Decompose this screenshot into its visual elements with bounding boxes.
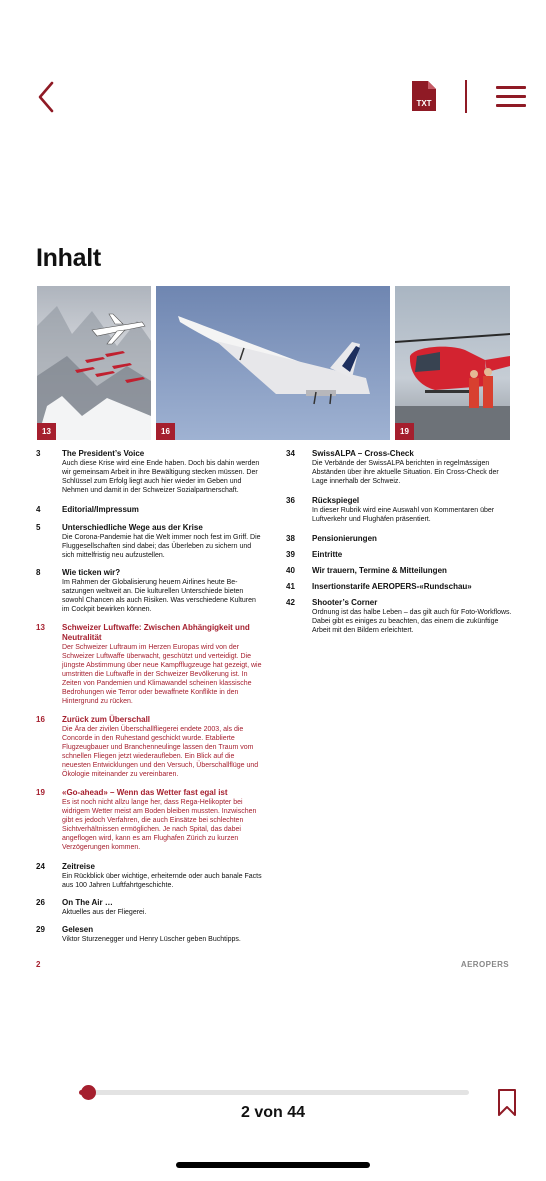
toc-page-number: 24 bbox=[36, 862, 45, 871]
home-indicator[interactable] bbox=[176, 1162, 370, 1168]
toc-entry[interactable] bbox=[36, 715, 264, 779]
toc-page-number: 41 bbox=[286, 582, 295, 591]
toc-entry[interactable] bbox=[286, 598, 512, 635]
txt-document-icon bbox=[411, 80, 437, 112]
toc-entry-description: Im Rahmen der Globalisierung heuern Airlines heute Besatzungen weltweit an. Die kulturellen Unterschiede bieten sowohl Chancen als auch Risiken. Was verschiedene Kulturen im Cockpit bewirken können. bbox=[62, 579, 256, 613]
toc-entry-title: Insertionstarife AEROPERS-«Rundschau» bbox=[312, 582, 472, 591]
toc-entry[interactable] bbox=[36, 788, 264, 852]
aircraft-formation-photo bbox=[37, 286, 151, 440]
toc-entry-description: Die Corona-Pandemie hat die Welt immer noch fest im Griff. Die Fluggesellschaften sind dabei; das Überleben zu sichern und sich mittelfristig neu aufzustellen. bbox=[62, 534, 261, 559]
page-badge: 19 bbox=[395, 423, 414, 440]
toc-entry[interactable] bbox=[286, 582, 512, 592]
toc-entry-title: «Go-ahead» – Wenn das Wetter fast egal ist bbox=[62, 788, 228, 797]
photo-swiss-air-force[interactable] bbox=[37, 286, 151, 440]
toc-entry-title: Shooter’s Corner bbox=[312, 598, 378, 607]
toc-page-number: 5 bbox=[36, 523, 41, 532]
toc-entry[interactable] bbox=[286, 496, 512, 524]
toc-entry-description: Die Verbände der SwissALPA berichten in regelmässigen Abständen über ihre aktuelle Situation. Ein Cross-Check der Lage innerhalb der Schweiz. bbox=[312, 460, 499, 485]
toc-entry-description: Der Schweizer Luftraum im Herzen Europas wird von der Schweizer Luftwaffe überwacht, geschützt und verteidigt. Die jüngste Abstimmung über neue Kampfflugzeuge hat gezeigt, wie umstritten die Luftwaffe in der Schweizer Bevölkerung ist. In Zeiten von Pandemien und Klimawandel scheinen klassische Bedrohungen wie Terror oder bewaffnete Konflikte in den Hintergrund zu rücken. bbox=[62, 644, 262, 705]
bookmark-icon bbox=[497, 1088, 517, 1117]
toc-entry[interactable] bbox=[286, 566, 512, 576]
toc-entry-title: Wir trauern, Termine & Mitteilungen bbox=[312, 566, 447, 575]
toc-entry[interactable] bbox=[36, 898, 264, 917]
toc-entry-title: Editorial/Impressum bbox=[62, 505, 139, 514]
toc-left-column bbox=[36, 449, 264, 944]
toolbar-divider bbox=[465, 80, 467, 113]
page-indicator: 2 von 44 bbox=[240, 1104, 306, 1121]
toc-entry[interactable] bbox=[286, 449, 512, 486]
toc-entry-description: In dieser Rubrik wird eine Auswahl von Kommentaren über Luftverkehr und Flughäfen präsentiert. bbox=[312, 507, 495, 523]
toc-entry-description: Ordnung ist das halbe Leben – das gilt auch für Foto-Workflows. Dabei gibt es einiges zu beachten, das einem die zukünftige Arbeit mit den Bildern erleichtert. bbox=[312, 609, 512, 634]
toc-page-number: 16 bbox=[36, 715, 45, 724]
toc-entry-title: The President’s Voice bbox=[62, 449, 145, 458]
toc-entry-description: Es ist noch nicht allzu lange her, dass Rega-Helikopter bei widrigem Wetter meist am Boden bleiben mussten. Inzwischen gibt es jedoch Verfahren, die auch Einsätze bei schlechten Sichtverhältnissen ermöglichen. Je nach Spital, das dabei angeflogen wird, kann es am Flughafen Zürich zu kurzen Verzögerungen kommen. bbox=[62, 799, 257, 851]
toc-page-number: 3 bbox=[36, 449, 41, 458]
toc-entry-title: On The Air … bbox=[62, 898, 113, 907]
photo-rega-helicopter[interactable] bbox=[395, 286, 510, 440]
toc-entry[interactable] bbox=[36, 862, 264, 890]
helicopter-photo bbox=[395, 286, 510, 440]
toc-page-number: 13 bbox=[36, 623, 45, 632]
menu-button[interactable] bbox=[496, 86, 526, 108]
toc-entry-title: Schweizer Luftwaffe: Zwischen Abhängigkeit und Neutralität bbox=[62, 623, 250, 642]
toc-entry[interactable] bbox=[36, 523, 264, 560]
concorde-photo bbox=[156, 286, 390, 440]
toc-page-number: 4 bbox=[36, 505, 41, 514]
toc-page-number: 29 bbox=[36, 925, 45, 934]
page-number: 2 bbox=[36, 960, 41, 969]
bookmark-button[interactable] bbox=[497, 1088, 517, 1117]
toc-entry[interactable] bbox=[36, 449, 264, 495]
page-badge: 13 bbox=[37, 423, 56, 440]
photo-concorde[interactable] bbox=[156, 286, 390, 440]
toc-entry-description: Auch diese Krise wird eine Ende haben. Doch bis dahin werden wir gemeinsam Arbeit in ihre Bewältigung stecken müssen. Der Schlüssel zum Erfolg liegt auch hier wieder im Geben und Nehmen und damit in der Schweizer Sozialpartnerschaft. bbox=[62, 460, 260, 494]
toc-page-number: 40 bbox=[286, 566, 295, 575]
toc-entry-title: Gelesen bbox=[62, 925, 94, 934]
toc-entry[interactable] bbox=[286, 534, 512, 544]
toc-entry-title: Eintritte bbox=[312, 550, 343, 559]
toc-entry-title: SwissALPA – Cross-Check bbox=[312, 449, 414, 458]
toc-entry[interactable] bbox=[36, 623, 264, 706]
txt-view-button[interactable] bbox=[411, 80, 437, 112]
toc-page-number: 39 bbox=[286, 550, 295, 559]
toc-entry-title: Rückspiegel bbox=[312, 496, 360, 505]
txt-icon-label: TXT bbox=[416, 99, 432, 108]
page-title: Inhalt bbox=[36, 244, 101, 272]
toc-entry-title: Pensionierungen bbox=[312, 534, 377, 543]
toc-entry[interactable] bbox=[36, 568, 264, 614]
toc-page-number: 34 bbox=[286, 449, 295, 458]
toc-right-column bbox=[286, 449, 512, 635]
toc-entry-title: Unterschiedliche Wege aus der Krise bbox=[62, 523, 203, 532]
page-badge: 16 bbox=[156, 423, 175, 440]
toc-entry[interactable] bbox=[36, 925, 264, 944]
toc-entry[interactable] bbox=[36, 505, 264, 515]
toc-page-number: 8 bbox=[36, 568, 41, 577]
toc-page-number: 26 bbox=[36, 898, 45, 907]
toc-entry-description: Ein Rückblick über wichtige, erheiternde oder auch banale Facts aus 100 Jahren Luftfahrtgeschichte. bbox=[62, 873, 262, 889]
toc-entry-title: Zurück zum Überschall bbox=[62, 715, 151, 724]
toc-page-number: 42 bbox=[286, 598, 295, 607]
toc-entry-description: Aktuelles aus der Fliegerei. bbox=[62, 909, 147, 916]
toc-page-number: 19 bbox=[36, 788, 45, 797]
chevron-left-icon bbox=[34, 80, 60, 114]
back-button[interactable] bbox=[34, 80, 60, 114]
toc-entry-description: Die Ära der zivilen Überschallfliegerei endete 2003, als die Concorde in den Ruhestand geschickt wurde. Etablierte Flugzeugbauer und Branchenneulinge lassen den Traum vom schnellen Fliegen jetzt wiederaufleben. Ein Blick auf die neuesten Entwicklungen und den Versuch, Überschallflüge und Ökologie miteinander zu vereinbaren. bbox=[62, 726, 259, 778]
toc-entry-title: Zeitreise bbox=[62, 862, 95, 871]
toc-entry-title: Wie ticken wir? bbox=[62, 568, 121, 577]
toc-entry[interactable] bbox=[286, 550, 512, 560]
toc-page-number: 36 bbox=[286, 496, 295, 505]
magazine-brand: AEROPERS bbox=[460, 960, 509, 969]
page-slider[interactable] bbox=[79, 1090, 469, 1095]
toc-page-number: 38 bbox=[286, 534, 295, 543]
toc-entry-description: Viktor Sturzenegger und Henry Lüscher geben Buchtipps. bbox=[62, 936, 241, 943]
page-slider-thumb[interactable] bbox=[81, 1085, 96, 1100]
